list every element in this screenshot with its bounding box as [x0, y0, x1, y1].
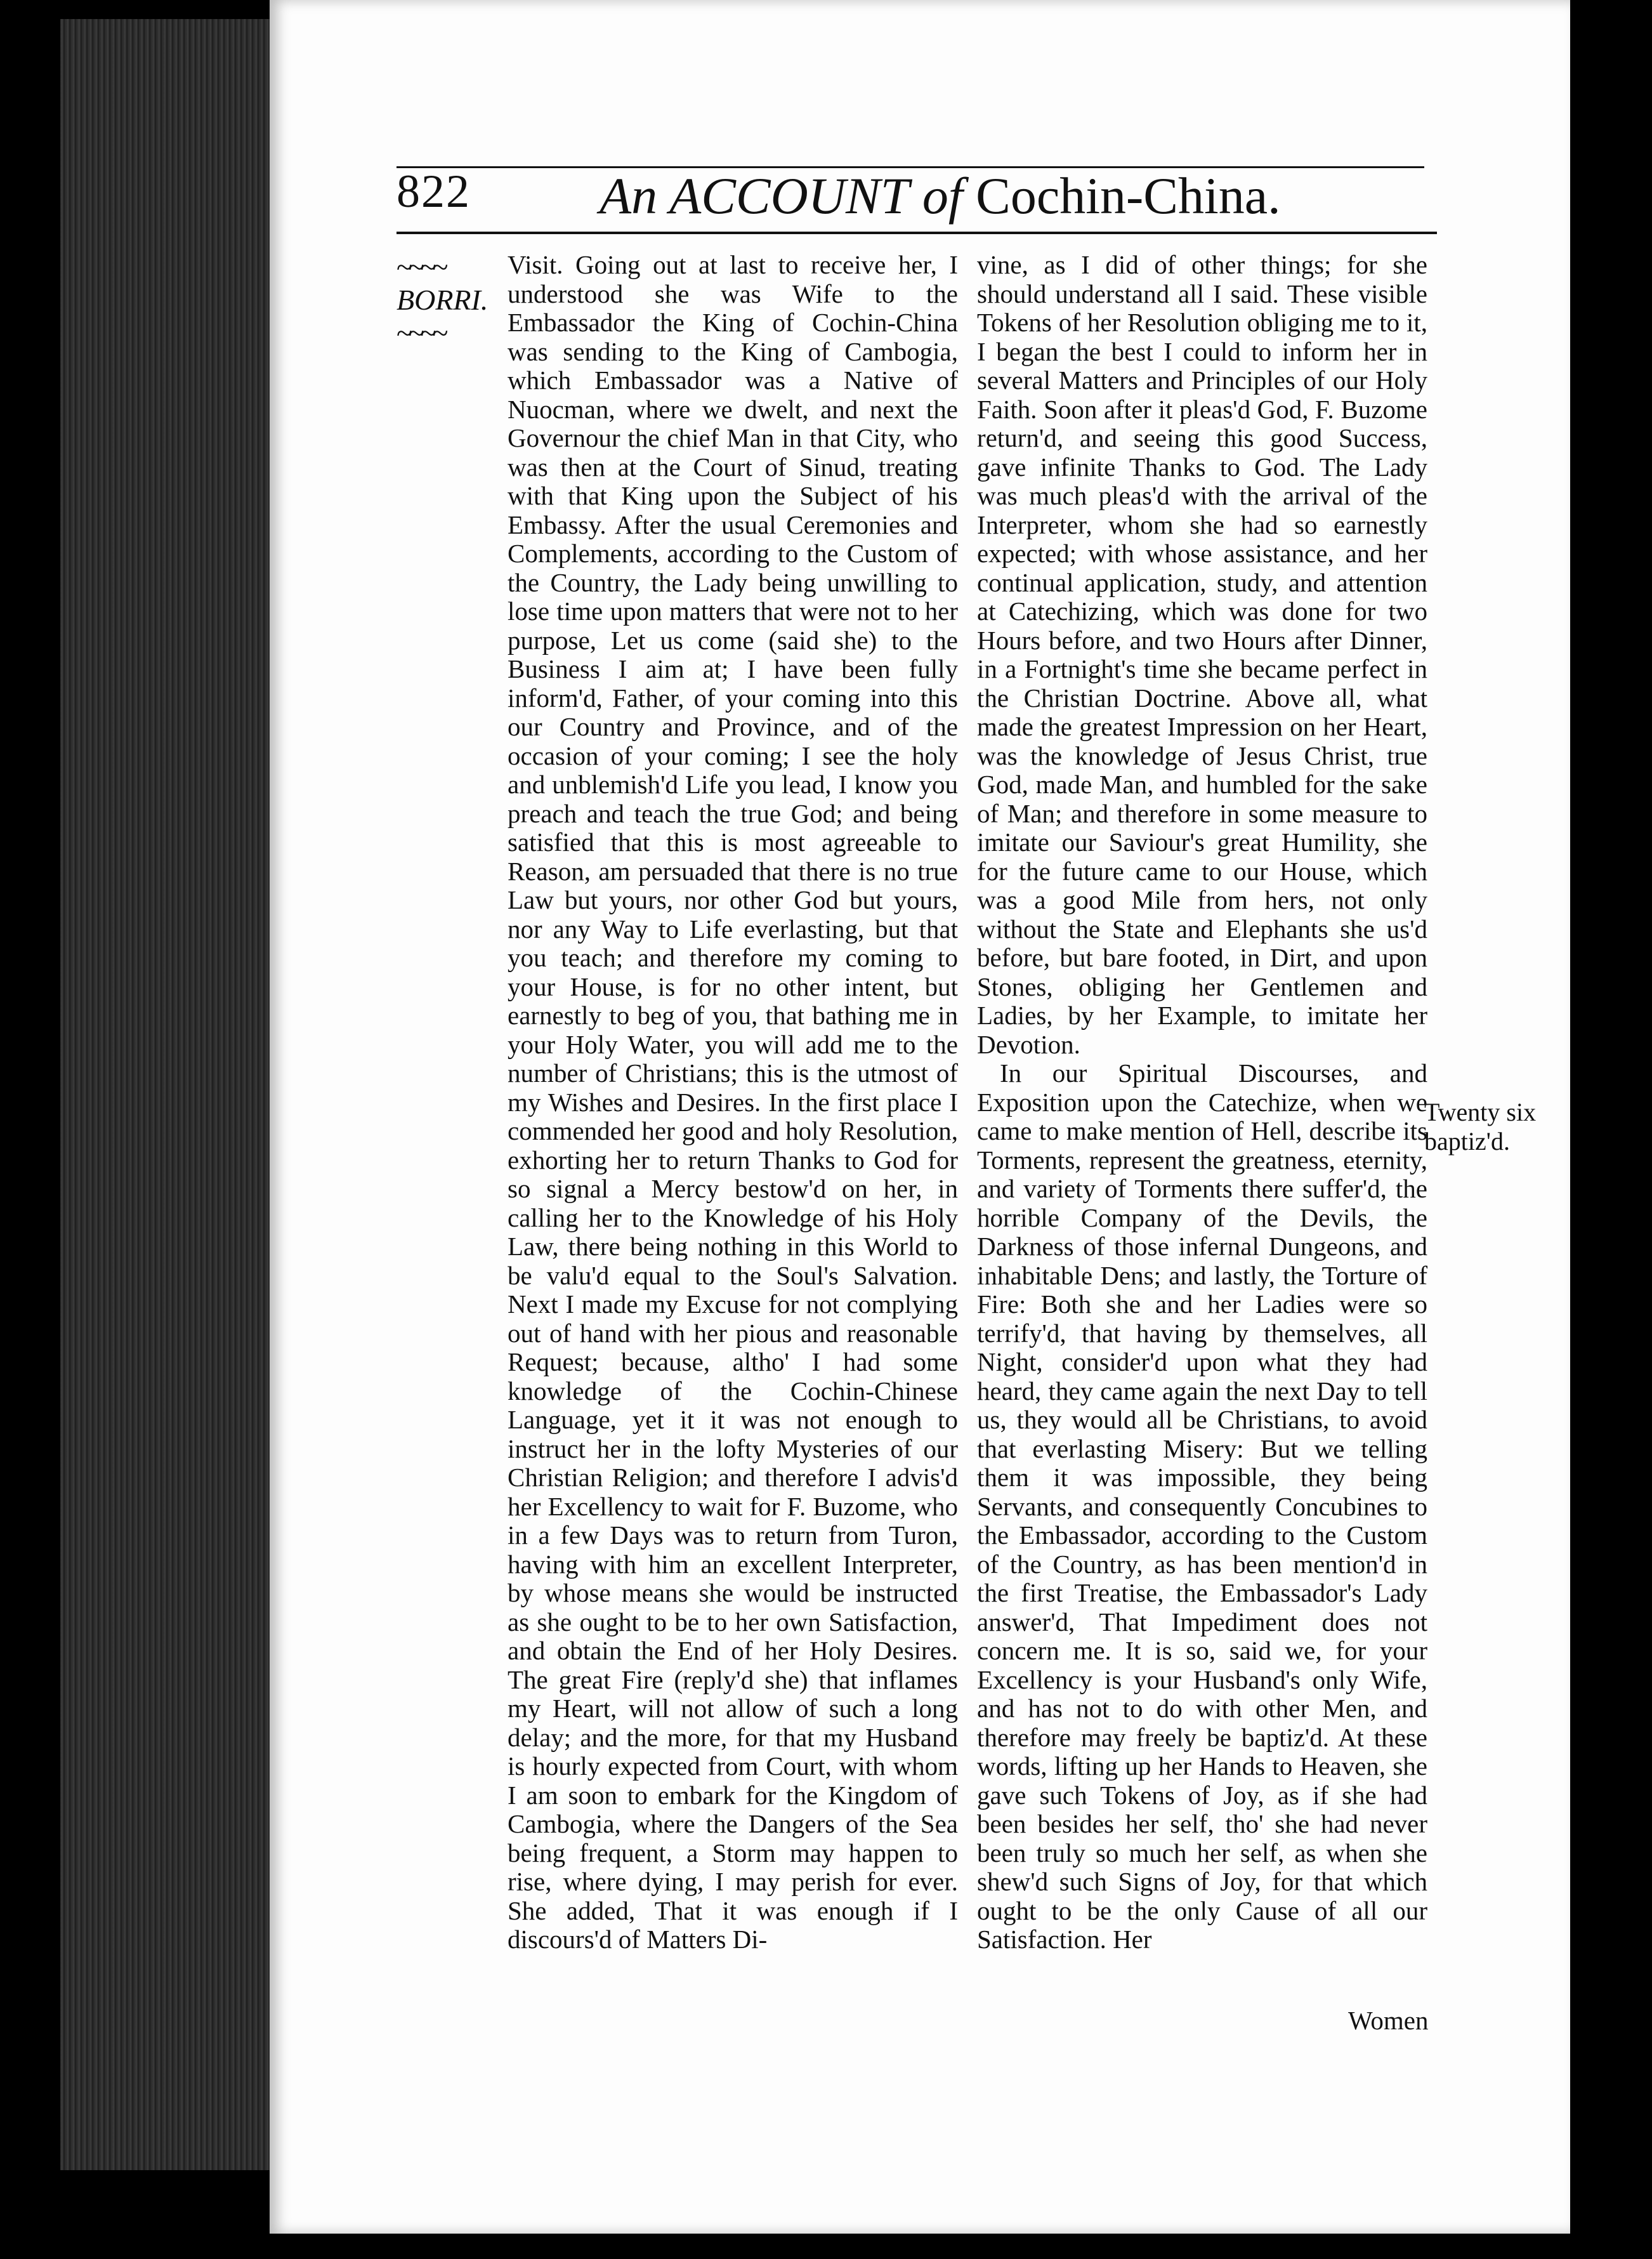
- book-page: [270, 0, 1570, 2234]
- scan-border: [1570, 0, 1652, 2259]
- paragraph: In our Spiritual Discourses, and Exposition upon the Catechize, when we came to make mention of Hell, describe its Torments, represent the greatness, eternity, and variety of Torments there suffer'd, the horrible Company of the Devils, the Darkness of those infernal Dungeons, and inhabitable Dens; and lastly, the Torture of Fire: Both she and her Ladies were so terrify'd, that having by themselves, all Night, consider'd upon what they had heard, they came again the next Day to tell us, they would all be Christians, to avoid that everlasting Misery: But we telling them it was impossible, they being Servants, and consequently Concubines to the Embassador, according to the Custom of the Country, as has been mention'd in the first Treatise, the Embassador's Lady answer'd, That Impediment does not concern me. It is so, said we, for your Excellency is your Husband's only Wife, and has not to do with other Men, and therefore may freely be baptiz'd. At these words, lifting up her Hands to Heaven, she gave such Tokens of Joy, as if she had been besides her self, tho' she had never been truly so much her self, as when she shew'd such Signs of Joy, for that which ought to be the only Cause of all our Satisfaction. Her: [977, 1058, 1427, 1954]
- margin-note-left-text: BORRI.: [397, 284, 488, 316]
- running-title: [600, 166, 1281, 226]
- margin-note-right: Twenty six baptiz'd.: [1424, 1098, 1537, 1156]
- running-title-place: Cochin-China.: [976, 167, 1281, 225]
- running-title-of: of: [922, 167, 963, 225]
- margin-note-left: [397, 251, 488, 350]
- paragraph: vine, as I did of other things; for she should understand all I said. These visible Tokens of her Resolution obliging me to it, I began the best I could to inform her in several Matters and Principles of our Holy Faith. Soon after it pleas'd God, F. Buzome return'd, and seeing this good Success, gave infinite Thanks to God. The Lady was much pleas'd with the arrival of the Interpreter, whom she had so earnestly expected; with whose assistance, and her continual application, study, and attention at Catechizing, which was done for two Hours before, and two Hours after Dinner, in a Fortnight's time she became perfect in the Christian Doctrine. Above all, what made the greatest Impression on her Heart, was the knowledge of Jesus Christ, true God, made Man, and humbled for the sake of Man; and therefore in some measure to imitate our Saviour's great Humility, she for the future came to our House, which was a good Mile from hers, not only without the State and Elephants she us'd before, but bare footed, in Dirt, and upon Stones, obliging her Gentlemen and Ladies, by her Example, to imitate her Devotion.: [977, 250, 1427, 1059]
- running-title-prefix: An ACCOUNT: [600, 167, 910, 225]
- page-number: 822: [397, 166, 471, 218]
- header-bottom-rule: [397, 232, 1437, 234]
- book-page-edges: [60, 19, 277, 2170]
- ornament-icon: ~~~~: [397, 251, 445, 283]
- paragraph: Visit. Going out at last to receive her, I understood she was Wife to the Embassador the King of Cochin-China was sending to the King of Cambogia, which Embassador was a Native of Nuocman, where we dwelt, and next the Governour the chief Man in that City, who was then at the Court of Sinud, treating with that King upon the Subject of his Embassy. After the usual Ceremonies and Complements, according to the Custom of the Country, the Lady being unwilling to lose time upon matters that were not to her purpose, Let us come (said she) to the Business I aim at; I have been fully inform'd, Father, of your coming into this our Country and Province, and of the occasion of your coming; I see the holy and unblemish'd Life you lead, I know you preach and teach the true God; and being satisfied that this is most agreeable to Reason, am persuaded that there is no true Law but yours, nor other God but yours, nor any Way to Life everlasting, but that you teach; and therefore my coming to your House, is for no other intent, but earnestly to beg of you, that bathing me in your Holy Water, you will add me to the number of Christians; this is the utmost of my Wishes and Desires. In the first place I commended her good and holy Resolution, exhorting her to return Thanks to God for so signal a Mercy bestow'd on her, in calling her to the Knowledge of his Holy Law, there being nothing in this World to be valu'd equal to the Soul's Salvation. Next I made my Excuse for not complying out of hand with her pious and reasonable Request; because, altho' I had some knowledge of the Cochin-Chinese Language, yet it it was not enough to instruct her in the lofty Mysteries of our Christian Religion; and therefore I advis'd her Excellency to wait for F. Buzome, who in a few Days was to return from Turon, having with him an excellent Interpreter, by whose means she would be instructed as she ought to be to her own Satisfaction, and obtain the End of her Holy Desires. The great Fire (reply'd she) that inflames my Heart, will not allow of such a long delay; and the more, for that my Husband is hourly expected from Court, with whom I am soon to embark for the Kingdom of Cambogia, where the Dangers of the Sea being frequent, a Storm may happen to rise, where dying, I may perish for ever. She added, That it was enough if I discours'd of Matters Di-: [508, 250, 958, 1954]
- text-column-right: [977, 251, 1427, 1954]
- catchword: Women: [1348, 2006, 1429, 2035]
- text-column-left: [508, 251, 958, 1954]
- ornament-icon: ~~~~: [397, 317, 445, 349]
